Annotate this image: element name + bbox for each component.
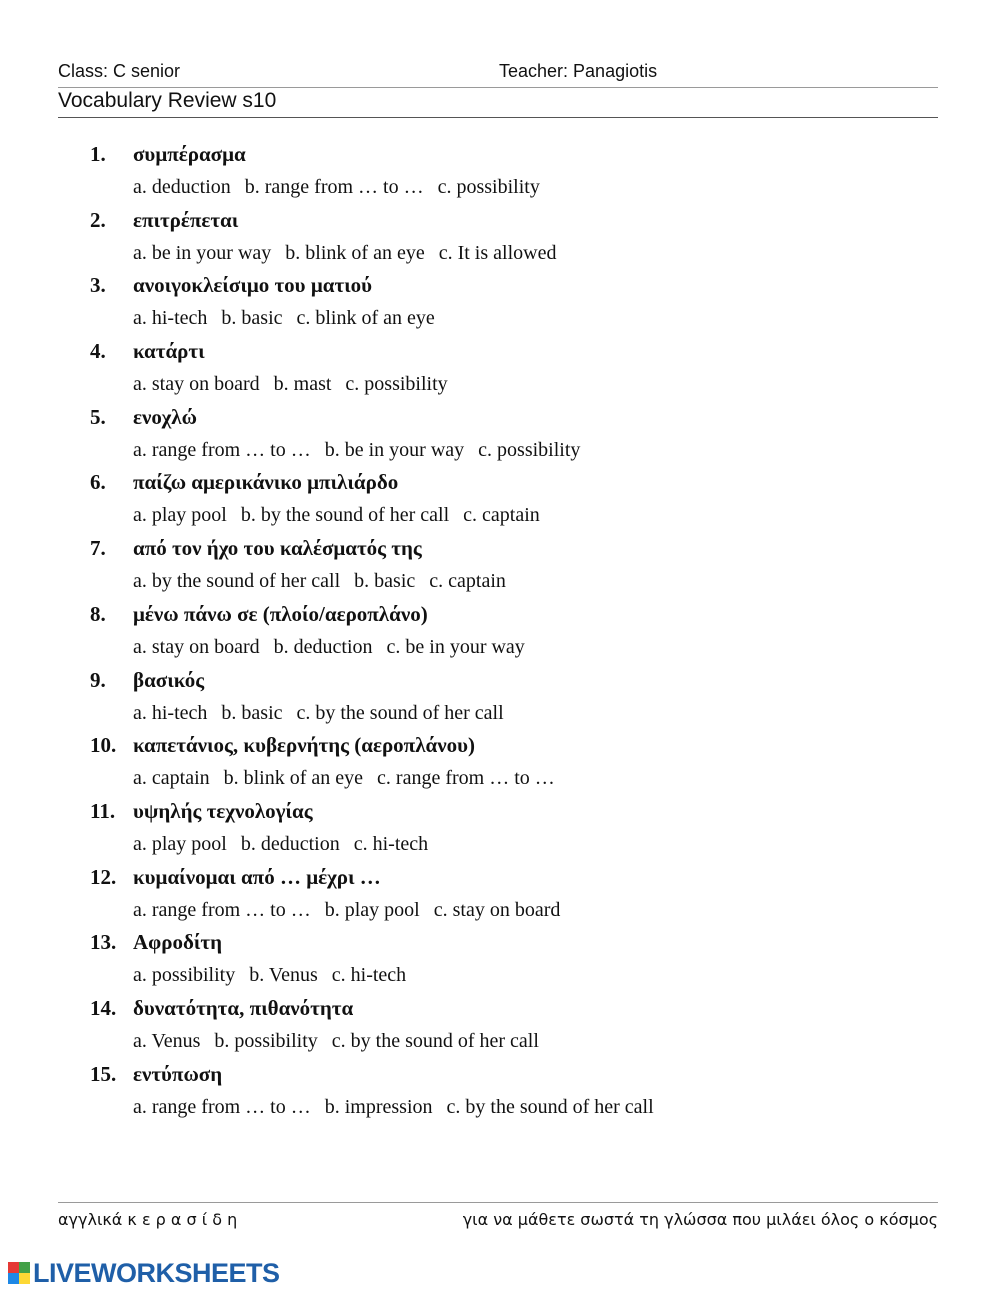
question-term: δυνατότητα, πιθανότητα bbox=[133, 995, 354, 1020]
question-term: εντύπωση bbox=[133, 1061, 223, 1086]
question-term: επιτρέπεται bbox=[133, 207, 239, 232]
question-number: 13. bbox=[90, 930, 117, 955]
answer-option[interactable]: b. play pool bbox=[324, 898, 420, 921]
answer-option[interactable]: b. basic bbox=[221, 307, 283, 330]
answer-options bbox=[133, 439, 594, 462]
answer-option[interactable]: a. range from … to … bbox=[133, 898, 311, 921]
footer-left-text: αγγλικά κ ε ρ α σ ί δ η bbox=[58, 1210, 238, 1229]
question-number: 12. bbox=[90, 864, 117, 889]
answer-option[interactable]: c. by the sound of her call bbox=[296, 701, 504, 724]
answer-option[interactable]: c. captain bbox=[463, 504, 540, 527]
answer-option[interactable]: c. stay on board bbox=[433, 898, 561, 921]
question-item bbox=[90, 273, 950, 339]
question-term: μένω πάνω σε (πλοίο/αεροπλάνο) bbox=[133, 601, 428, 626]
question-number: 4. bbox=[90, 339, 106, 364]
answer-option[interactable]: b. basic bbox=[221, 701, 283, 724]
answer-option[interactable]: c. hi-tech bbox=[353, 832, 429, 855]
logo-square-2 bbox=[19, 1262, 30, 1273]
answer-options bbox=[133, 636, 539, 659]
question-number: 10. bbox=[90, 733, 117, 758]
question-number: 14. bbox=[90, 995, 117, 1020]
title-divider bbox=[58, 117, 938, 118]
answer-option[interactable]: a. range from … to … bbox=[133, 1095, 311, 1118]
teacher-label: Teacher: Panagiotis bbox=[499, 61, 658, 81]
answer-option[interactable]: a. play pool bbox=[133, 832, 227, 855]
class-teacher-row bbox=[58, 61, 938, 85]
answer-option[interactable]: b. impression bbox=[324, 1095, 433, 1118]
question-item bbox=[90, 142, 950, 208]
page-title: Vocabulary Review s10 bbox=[58, 89, 277, 112]
answer-option[interactable]: a. by the sound of her call bbox=[133, 570, 341, 593]
answer-option[interactable]: b. possibility bbox=[214, 1029, 318, 1052]
answer-option[interactable]: b. be in your way bbox=[324, 438, 465, 461]
liveworksheets-logo[interactable] bbox=[8, 1258, 280, 1288]
question-term: κυμαίνομαι από … μέχρι … bbox=[133, 864, 381, 889]
answer-option[interactable]: a. be in your way bbox=[133, 241, 272, 264]
answer-options bbox=[133, 833, 442, 856]
answer-options bbox=[133, 964, 420, 987]
question-number: 8. bbox=[90, 601, 106, 626]
question-item bbox=[90, 668, 950, 734]
question-term: Αφροδίτη bbox=[133, 930, 223, 955]
answer-option[interactable]: b. mast bbox=[273, 373, 332, 396]
answer-options bbox=[133, 767, 569, 790]
answer-option[interactable]: a. stay on board bbox=[133, 635, 260, 658]
answer-option[interactable]: a. play pool bbox=[133, 504, 227, 527]
logo-square-4 bbox=[19, 1273, 30, 1284]
question-number: 5. bbox=[90, 404, 106, 429]
answer-options bbox=[133, 702, 518, 725]
answer-option[interactable]: c. range from … to … bbox=[377, 767, 555, 790]
answer-option[interactable]: b. basic bbox=[354, 570, 416, 593]
question-term: βασικός bbox=[133, 667, 205, 692]
liveworksheets-logo-icon bbox=[8, 1262, 30, 1284]
question-number: 11. bbox=[90, 798, 116, 823]
answer-option[interactable]: c. blink of an eye bbox=[296, 307, 435, 330]
answer-option[interactable]: a. possibility bbox=[133, 964, 236, 987]
question-item bbox=[90, 339, 950, 405]
question-number: 1. bbox=[90, 142, 106, 166]
question-item bbox=[90, 996, 950, 1062]
answer-option[interactable]: c. possibility bbox=[437, 176, 540, 198]
answer-option[interactable]: c. be in your way bbox=[386, 635, 525, 658]
answer-option[interactable]: a. captain bbox=[133, 767, 210, 790]
question-number: 3. bbox=[90, 273, 106, 298]
answer-options bbox=[133, 176, 554, 199]
question-item bbox=[90, 405, 950, 471]
brand-name: LIVEWORKSHEETS bbox=[33, 1257, 280, 1288]
answer-option[interactable]: a. hi-tech bbox=[133, 701, 208, 724]
header-divider bbox=[58, 87, 938, 88]
answer-options bbox=[133, 1096, 668, 1119]
question-list bbox=[90, 142, 950, 1127]
logo-square-1 bbox=[8, 1262, 19, 1273]
answer-option[interactable]: c. by the sound of her call bbox=[446, 1095, 654, 1118]
answer-options bbox=[133, 1030, 553, 1053]
answer-option[interactable]: a. range from … to … bbox=[133, 438, 311, 461]
question-number: 7. bbox=[90, 536, 106, 561]
question-number: 6. bbox=[90, 470, 106, 495]
answer-option[interactable]: c. by the sound of her call bbox=[331, 1029, 539, 1052]
answer-options bbox=[133, 570, 520, 593]
question-number: 2. bbox=[90, 207, 106, 232]
question-term: συμπέρασμα bbox=[133, 142, 246, 166]
answer-options bbox=[133, 307, 449, 330]
answer-option[interactable]: b. deduction bbox=[240, 832, 340, 855]
answer-option[interactable]: b. blink of an eye bbox=[285, 241, 425, 264]
question-item bbox=[90, 799, 950, 865]
question-item bbox=[90, 470, 950, 536]
question-term: ανοιγοκλείσιμο του ματιού bbox=[133, 273, 373, 298]
question-item bbox=[90, 1062, 950, 1128]
answer-options bbox=[133, 242, 570, 265]
answer-options bbox=[133, 373, 462, 396]
footer-divider bbox=[58, 1202, 938, 1203]
question-item bbox=[90, 208, 950, 274]
answer-option[interactable]: a. hi-tech bbox=[133, 307, 208, 330]
question-number: 15. bbox=[90, 1061, 117, 1086]
question-item bbox=[90, 602, 950, 668]
answer-option[interactable]: b. Venus bbox=[249, 964, 318, 987]
logo-square-3 bbox=[8, 1273, 19, 1284]
question-term: ενοχλώ bbox=[133, 404, 197, 429]
question-term: παίζω αμερικάνικο μπιλιάρδο bbox=[133, 470, 399, 495]
footer-right-text: για να μάθετε σωστά τη γλώσσα που μιλάει όλος ο κόσμος bbox=[462, 1210, 938, 1229]
question-item bbox=[90, 930, 950, 996]
class-label: Class: C senior bbox=[58, 61, 181, 81]
answer-option[interactable]: a. stay on board bbox=[133, 373, 260, 396]
answer-option[interactable]: b. deduction bbox=[273, 635, 373, 658]
answer-option[interactable]: b. range from … to … bbox=[244, 176, 424, 198]
question-item bbox=[90, 733, 950, 799]
answer-options bbox=[133, 504, 554, 527]
question-term: υψηλής τεχνολογίας bbox=[133, 798, 313, 823]
answer-option[interactable]: c. possibility bbox=[478, 438, 581, 461]
answer-option[interactable]: a. Venus bbox=[133, 1029, 201, 1052]
answer-option[interactable]: c. hi-tech bbox=[331, 964, 407, 987]
question-item bbox=[90, 536, 950, 602]
answer-option[interactable]: b. blink of an eye bbox=[223, 767, 364, 790]
question-term: κατάρτι bbox=[133, 339, 205, 364]
answer-option[interactable]: c. captain bbox=[429, 570, 506, 593]
question-item bbox=[90, 865, 950, 931]
answer-options bbox=[133, 899, 574, 922]
question-term: καπετάνιος, κυβερνήτης (αεροπλάνου) bbox=[133, 733, 475, 758]
answer-option[interactable]: c. possibility bbox=[345, 373, 448, 396]
question-number: 9. bbox=[90, 667, 106, 692]
answer-option[interactable]: c. It is allowed bbox=[438, 241, 557, 264]
answer-option[interactable]: b. by the sound of her call bbox=[240, 504, 450, 527]
question-term: από τον ήχο του καλέσματός της bbox=[133, 536, 422, 561]
answer-option[interactable]: a. deduction bbox=[133, 176, 231, 198]
